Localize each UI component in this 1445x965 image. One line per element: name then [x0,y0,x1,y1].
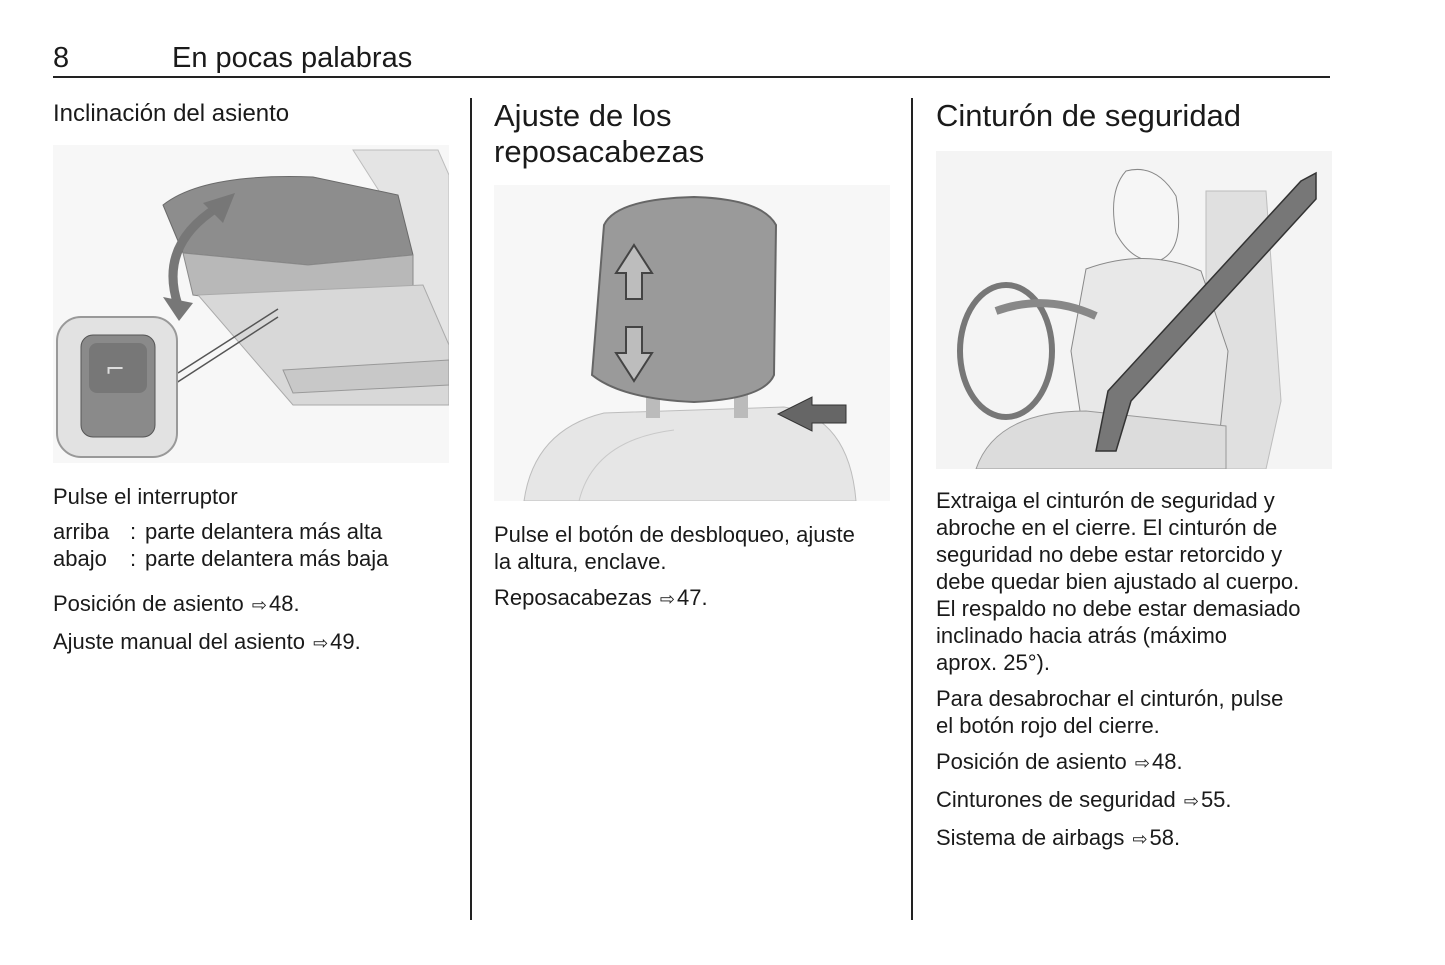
seat-tilt-illustration [53,145,449,463]
seatbelt-release-instruction: Para desabrochar el cinturón, pulse el botón rojo del cierre. [936,686,1284,738]
xref-arrow-icon: ⇨ [659,589,675,609]
seat-tilt-instruction: Pulse el interruptor [53,484,238,509]
section-heading-headrest: Ajuste de los reposacabezas [494,98,705,169]
page-number: 8 [53,42,70,74]
xref-arrow-icon: ⇨ [1183,791,1199,811]
seatbelt-illustration [936,151,1332,469]
xref-arrow-icon: ⇨ [1132,829,1148,849]
xref-arrow-icon: ⇨ [251,595,268,615]
column-seat-tilt [53,98,453,657]
xref-seat-position-2[interactable]: Posición de asiento ⇨48. [936,748,1336,777]
section-heading-seatbelt: Cinturón de seguridad [936,98,1242,133]
switch-row-up: arriba : parte delantera más alta [53,519,383,544]
chapter-title: En pocas palabras [172,42,413,74]
xref-seat-position[interactable]: Posición de asiento ⇨48. [53,590,453,619]
seatbelt-instruction: Extraiga el cinturón de seguridad y abroche en el cierre. El cinturón de seguridad no debe estar retorcido y debe quedar bien ajustado al cuerpo. El respaldo no debe estar demasiado inclinado hacia atrás (máximo aprox. 25°). [936,488,1301,675]
xref-seat-belts[interactable]: Cinturones de seguridad ⇨55. [936,786,1336,815]
column-divider-2 [911,98,913,920]
column-seatbelt [936,98,1336,853]
column-divider-1 [470,98,472,920]
section-heading-seat-tilt: Inclinación del asiento [53,100,290,127]
column-headrest [494,98,894,613]
xref-airbag-system[interactable]: Sistema de airbags ⇨58. [936,824,1336,853]
svg-text:⌐: ⌐ [105,355,126,383]
xref-arrow-icon: ⇨ [1134,753,1151,773]
page-header [53,40,1330,78]
xref-arrow-icon: ⇨ [313,633,329,653]
xref-manual-seat[interactable]: Ajuste manual del asiento ⇨49. [53,628,453,657]
switch-row-down: abajo : parte delantera más baja [53,546,389,571]
headrest-instruction: Pulse el botón de desbloqueo, ajuste la altura, enclave. [494,522,855,574]
xref-headrests[interactable]: Reposacabezas ⇨47. [494,584,894,613]
headrest-illustration [494,185,890,501]
